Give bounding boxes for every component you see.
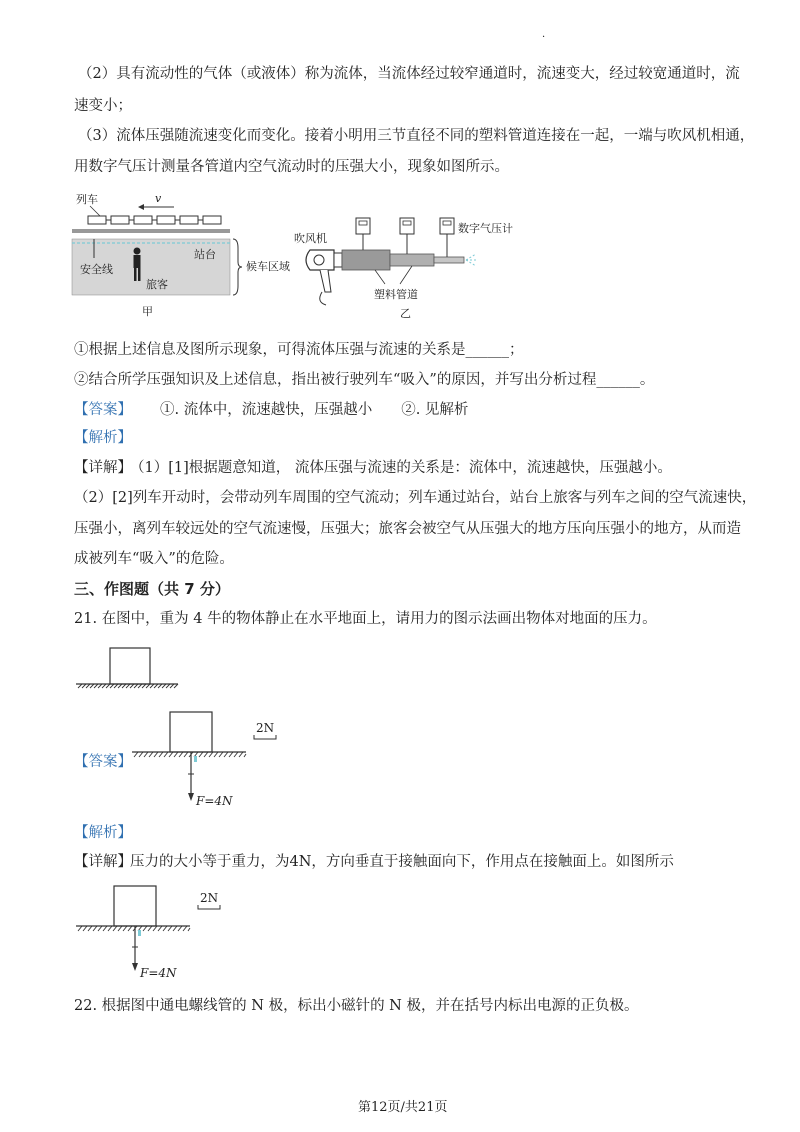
passenger-label: 旅客 bbox=[146, 278, 168, 291]
plastic-pipes bbox=[342, 250, 464, 270]
action-point-mark bbox=[138, 930, 141, 936]
ground-hatch bbox=[134, 752, 246, 757]
block bbox=[110, 648, 150, 684]
question-1: ①根据上述信息及图所示现象，可得流体压强与流速的关系是______； bbox=[74, 342, 524, 358]
waiting-area-brace bbox=[233, 239, 242, 295]
blower-icon bbox=[306, 250, 342, 305]
figure-jia bbox=[70, 188, 300, 318]
block bbox=[114, 886, 156, 926]
scale-label: 2N bbox=[200, 891, 219, 905]
detail-2-line-2: 压强小，离列车较远处的空气流速慢，压强大；旅客会被空气从压强大的地方压向压强小的地方，从而造 bbox=[74, 521, 741, 537]
detail-1: （1）[1]根据题意知道， 流体压强与流速的关系是：流体中，流速越快，压强越小。 bbox=[130, 460, 672, 476]
question-21: 21. 在图中，重为 4 牛的物体静止在水平地面上，请用力的图示法画出物体对地面的压力。 bbox=[74, 611, 657, 627]
q21-detail-tag: 【详解】 bbox=[74, 854, 132, 870]
detail-2-line-1: （2）[2]列车开动时，会带动列车周围的空气流动；列车通过站台，站台上旅客与列车之间的空气流速快， bbox=[74, 490, 757, 506]
scale-label: 2N bbox=[256, 721, 275, 735]
q21-answer-tag: 【答案】 bbox=[74, 754, 132, 770]
air-spray-icon bbox=[466, 254, 478, 266]
answer-text: ①. 流体中，流速越快，压强越小 ②. 见解析 bbox=[160, 402, 469, 418]
q21-detail-figure bbox=[72, 880, 242, 984]
section-heading: 三、作图题（共 7 分） bbox=[74, 580, 230, 598]
force-label: F=4N bbox=[140, 966, 177, 980]
gauge-label: 数字气压计 bbox=[458, 222, 513, 235]
para-3-line-1: （3）流体压强随流速变化而变化。接着小明用三节直径不同的塑料管道连接在一起，一端与吹风机相通， bbox=[78, 128, 755, 144]
figure-yi-caption: 乙 bbox=[400, 307, 411, 320]
detail-tag: 【详解】 bbox=[74, 460, 132, 476]
waiting-area-label: 候车区域 bbox=[246, 260, 290, 273]
detail-2-line-3: 成被列车“吸入”的危险。 bbox=[74, 551, 234, 567]
train-label: 列车 bbox=[76, 193, 98, 206]
q21-detail-text: 压力的大小等于重力，为4N，方向垂直于接触面向下，作用点在接触面上。如图所示 bbox=[130, 854, 674, 870]
train-cars bbox=[88, 216, 221, 224]
force-arrowhead bbox=[132, 963, 138, 971]
para-3-line-2: 用数字气压计测量各管道内空气流动时的压强大小，现象如图所示。 bbox=[74, 159, 509, 175]
action-point-mark bbox=[194, 756, 197, 762]
answer-tag: 【答案】 bbox=[74, 402, 132, 418]
analysis-tag: 【解析】 bbox=[74, 430, 132, 446]
blower-label: 吹风机 bbox=[294, 232, 327, 245]
para-2-line-2: 速变小； bbox=[74, 98, 132, 114]
block bbox=[170, 712, 212, 752]
para-2-line-1: （2）具有流动性的气体（或液体）称为流体，当流体经过较窄通道时，流速变大，经过较宽通道时，流 bbox=[78, 66, 740, 82]
question-2: ②结合所学压强知识及上述信息，指出被行驶列车“吸入”的原因，并写出分析过程______。 bbox=[74, 372, 655, 388]
figure-yi bbox=[294, 210, 530, 322]
safety-line-label: 安全线 bbox=[80, 263, 113, 276]
q21-analysis-tag: 【解析】 bbox=[74, 825, 132, 841]
figure-jia-caption: 甲 bbox=[142, 305, 153, 318]
platform-label: 站台 bbox=[194, 248, 216, 261]
page-footer: 第12页/共21页 bbox=[358, 1100, 448, 1115]
pipe-label: 塑料管道 bbox=[374, 288, 418, 301]
q21-figure bbox=[72, 644, 184, 694]
scale-bar bbox=[254, 735, 276, 739]
scale-bar bbox=[198, 905, 220, 909]
q21-answer-figure bbox=[128, 708, 288, 810]
question-22: 22. 根据图中通电螺线管的 N 极，标出小磁针的 N 极，并在括号内标出电源的正负极。 bbox=[74, 998, 639, 1014]
force-label: F=4N bbox=[196, 794, 233, 808]
force-arrowhead bbox=[188, 793, 194, 801]
corner-mark: · bbox=[542, 32, 546, 43]
velocity-label: v bbox=[155, 192, 162, 205]
ground-hatch bbox=[78, 926, 190, 931]
